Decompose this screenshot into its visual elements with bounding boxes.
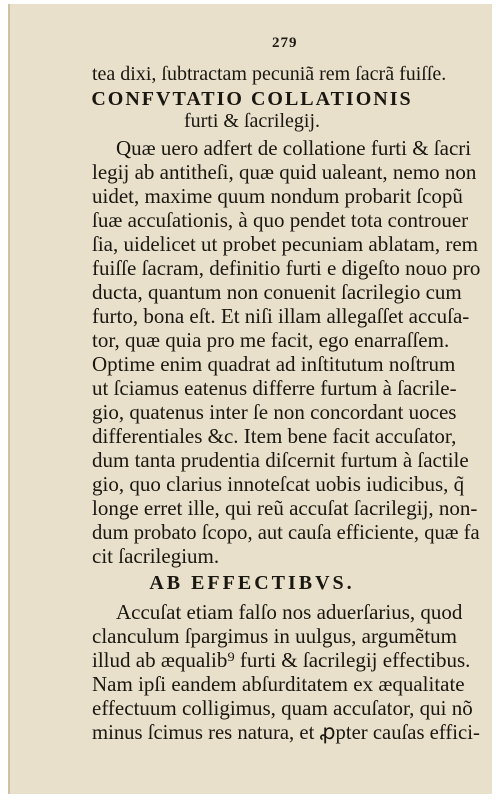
section-subheading: furti & ſacrilegij.	[183, 110, 321, 132]
text-line: gio, quatenus inter ſe non concordant uoces	[92, 400, 457, 424]
text-line: gio, quo clarius innoteſcat uobis iudicibus, q̃	[92, 472, 465, 496]
text-line: Accuſat etiam falſo nos aduerſarius, quod	[116, 600, 463, 624]
text-line: effectuum colligimus, quam accuſator, qui nõ	[92, 696, 473, 720]
text-line: illud ab æqualib⁹ furti & ſacrilegij effectibus.	[92, 648, 471, 672]
text-line: legij ab antitheſi, quæ quid ualeant, nemo non	[92, 160, 477, 184]
text-line: dum tanta prudentia diſcernit furtum à ſactile	[92, 448, 469, 472]
text-line: cit ſacrilegium.	[92, 544, 220, 568]
section-heading-confutatio: CONFVTATIO COLLATIONIS	[91, 88, 413, 110]
text-line: ut ſciamus eatenus differre furtum à ſacrile-	[92, 376, 457, 400]
text-line: ſuæ accuſationis, à quo pendet tota controuer	[92, 208, 469, 232]
text-line: clanculum ſpargimus in uulgus, argumẽtum	[92, 624, 457, 648]
text-line: fuiſſe ſacram, definitio furti e digeſto nouo pro	[92, 256, 481, 280]
text-line: longe erret ille, qui reũ accuſat ſacrilegij, non-	[92, 496, 478, 520]
page-number: 279	[272, 35, 298, 51]
text-line: ſia, uidelicet ut probet pecuniam ablatam, rem	[92, 232, 479, 256]
section-heading-effectibus: AB EFFECTIBVS.	[149, 572, 355, 594]
text-line: Nam ipſi eandem abſurditatem ex æqualitate	[92, 672, 465, 696]
book-page	[8, 4, 492, 794]
text-line: tea dixi, ſubtractam pecuniã rem ſacrã fuiſſe.	[92, 63, 447, 85]
text-line: uidet, maxime quum nondum probarit ſcopũ	[92, 184, 463, 208]
text-line: dum probato ſcopo, aut cauſa efficiente, quæ fa	[92, 520, 480, 544]
text-line: furto, bona eſt. Et niſi illam allegaſſet accuſa-	[92, 304, 470, 328]
text-line: Quæ uero adfert de collatione furti & ſacri	[116, 136, 472, 160]
text-line: tor, quæ quia pro me facit, ego enarraſſem.	[92, 328, 450, 352]
text-line: differentiales &c. Item bene facit accuſator,	[92, 424, 457, 448]
text-line: Optime enim quadrat ad inſtitutum noſtrum	[92, 352, 456, 376]
text-line: ducta, quantum non conuenit ſacrilegio cum	[92, 280, 462, 304]
text-line: minus ſcimus res natura, et ꝓpter cauſas effici-	[92, 720, 480, 744]
